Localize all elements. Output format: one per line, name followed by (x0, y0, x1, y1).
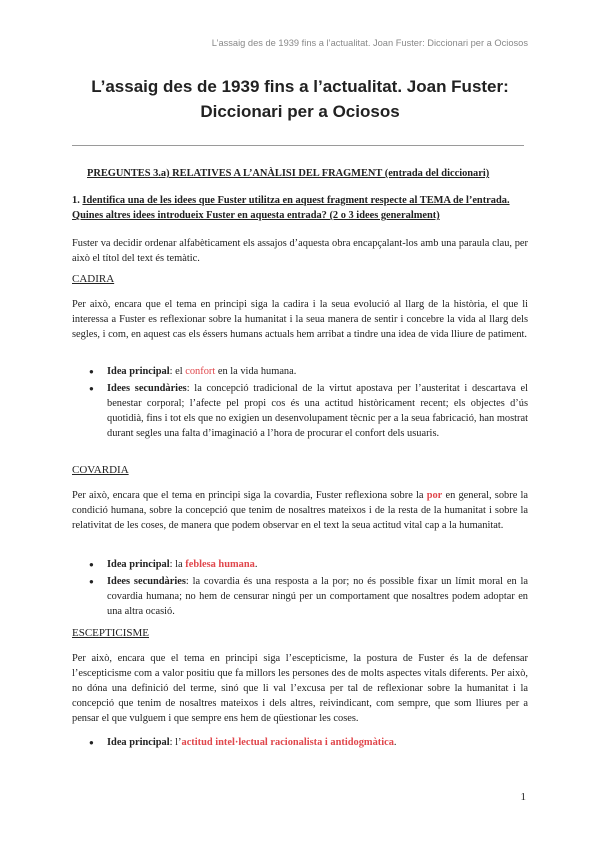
heading-cadira: CADIRA (72, 273, 115, 285)
secondary-ideas-text: : la concepció tradicional de la virtut apostava per l’austeritat i descartava el benestar corporal; l’afecte pel propi cos és una actitud històricament recent; els objectes d’ús quotidià, fins i tot els que no exigien un desenvolupament tècnic per a la seua fabricació, han mostrat durant segles una falta d’imaginació a l’hora de procurar el confort dels usuaris. (107, 383, 528, 439)
bullet-list-cadira (72, 364, 528, 443)
main-idea-highlight: confort (185, 366, 216, 377)
page-number: 1 (520, 791, 526, 803)
document-title (60, 74, 540, 124)
secondary-ideas-label: Idees secundàries (107, 383, 187, 394)
main-idea-text: : l’ (169, 737, 182, 748)
paragraph-highlight: por (426, 490, 443, 501)
main-idea-label: Idea principal (107, 737, 170, 748)
list-item (72, 557, 528, 572)
bullet-list-escepticisme (72, 735, 528, 752)
paragraph-cadira: Per això, encara que el tema en principi siga la cadira i la seua evolució al llarg de la història, el que li interessa a Fuster es reflexionar sobre la humanitat i la seua manera de sentir i concebre la vida al llarg dels segles, i com, en aquest cas els éssers humans actuals hem arribat a tindre una idea de vida lliure de patiment. (72, 299, 528, 340)
list-item (72, 364, 528, 379)
title-line-1: L’assaig des de 1939 fins a l’actualitat. Joan Fuster: (91, 77, 509, 96)
main-idea-text-end: en la vida humana. (215, 366, 297, 377)
main-idea-label: Idea principal (107, 366, 170, 377)
bullet-icon: ● (89, 367, 94, 376)
main-idea-text: : la (169, 559, 186, 570)
paragraph-covardia (72, 488, 528, 533)
main-idea-text-end: . (254, 559, 258, 570)
main-idea-text-end: . (393, 737, 397, 748)
bullet-icon: ● (89, 738, 94, 747)
secondary-ideas-text: : la covardia és una resposta a la por; no és possible fixar un límit moral en la covardia humana; no hem de censurar ningú per un comportament que nosaltres podem adoptar en una altra ocasió. (107, 576, 528, 617)
main-idea-label: Idea principal (107, 559, 170, 570)
list-item (72, 381, 528, 441)
main-idea-text: : el (169, 366, 186, 377)
question-1 (72, 193, 528, 223)
question-text: Identifica una de les idees que Fuster utilitza en aquest fragment respecte al TEMA de l’entrada. Quines altres idees introdueix Fuster en aquesta entrada? (2 o 3 idees generalment) (72, 195, 510, 221)
list-item (72, 574, 528, 619)
list-item (72, 735, 528, 750)
section-heading: PREGUNTES 3.a) RELATIVES A L’ANÀLISI DEL FRAGMENT (entrada del diccionari) (87, 168, 490, 179)
bullet-icon: ● (89, 384, 94, 393)
bullet-icon: ● (89, 577, 94, 586)
intro-paragraph: Fuster va decidir ordenar alfabèticament els assajos d’aquesta obra encapçalant-los amb una paraula clau, per això el títol del text és temàtic. (72, 238, 528, 264)
horizontal-divider (72, 145, 524, 146)
heading-covardia: COVARDIA (72, 464, 129, 476)
main-idea-highlight: feblesa humana (185, 559, 255, 570)
running-header: L’assaig des de 1939 fins a l’actualitat. Joan Fuster: Diccionari per a Ociosos (211, 38, 528, 48)
main-idea-highlight: actitud intel·lectual racionalista i antidogmàtica (181, 737, 394, 748)
bullet-list-covardia (72, 557, 528, 621)
paragraph-text-end: en general, sobre la condició humana, sobre la concepció que tenim de nosaltres mateixos i de la resta de la humanitat i sobre la relativitat de les coses, de manera que podem observar en el text la seua actitud vital cap a la humanitat. (72, 490, 528, 531)
bullet-icon: ● (89, 560, 94, 569)
paragraph-escepticisme: Per això, encara que el tema en principi siga l’escepticisme, la postura de Fuster és la de defensar l’escepticisme com a valor positiu que fa millors les persones des de molts aspectes vitals diferents. Per això, no dóna una definició del terme, sinó que li val l’excusa per tal de reflexionar sobre la humanitat i la concepció que tenim de nosaltres mateixos i dels altres, reivindicant, com sempre, que som lliures per a pensar el que vulguem i que sempre ens hem de qüestionar les coses. (72, 653, 528, 724)
heading-escepticisme: ESCEPTICISME (72, 627, 150, 639)
title-line-2: Diccionari per a Ociosos (200, 102, 400, 121)
question-number: 1. (72, 195, 80, 206)
paragraph-text: Per això, encara que el tema en principi siga la covardia, Fuster reflexiona sobre la (72, 490, 427, 501)
secondary-ideas-label: Idees secundàries (107, 576, 186, 587)
